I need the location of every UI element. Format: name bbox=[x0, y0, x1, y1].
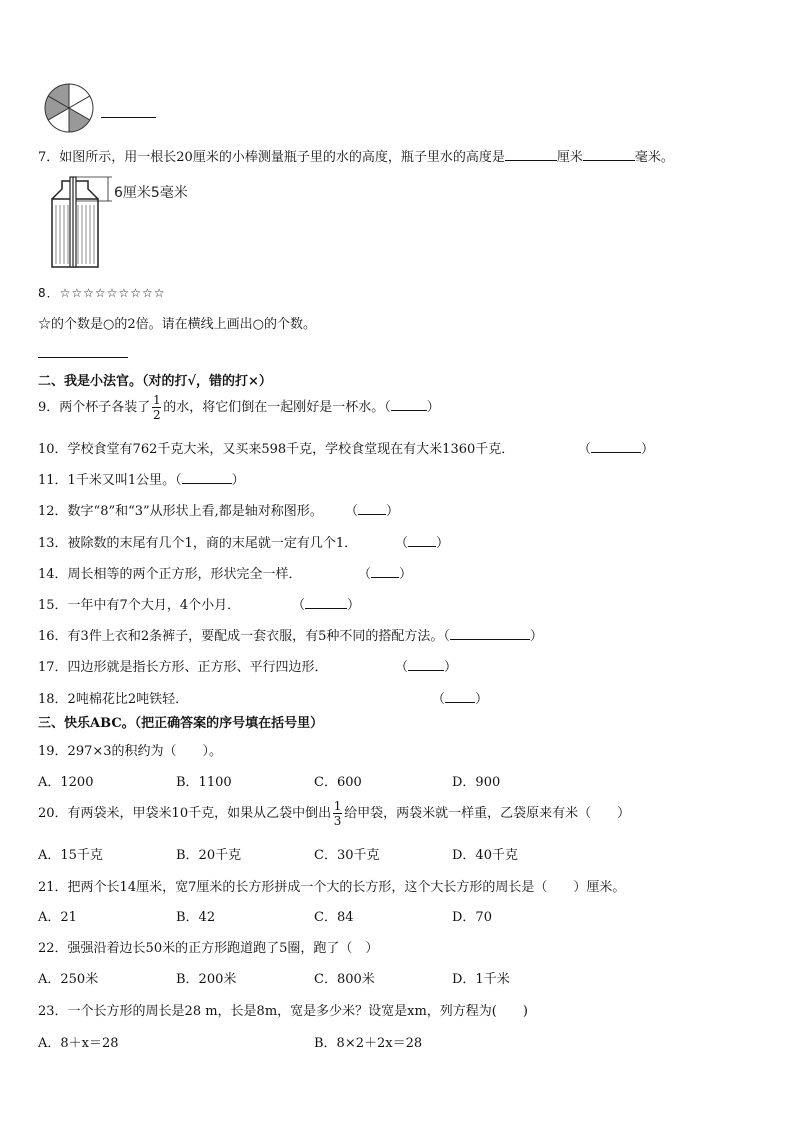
q18-answer-blank[interactable] bbox=[445, 690, 475, 703]
q7-figure-label: 6厘米5毫米 bbox=[114, 185, 188, 201]
q21-text: 21．把两个长14厘米，宽7厘米的长方形拼成一个大的长方形，这个大长方形的周长是（ ）厘米。 bbox=[38, 880, 626, 895]
q23-option-a[interactable]: A．8＋x＝28 bbox=[38, 1036, 119, 1051]
q17-answer: （ ） bbox=[395, 660, 458, 675]
q15-text: 15．一年中有7个大月，4个小月． bbox=[38, 598, 241, 613]
q22-option-b[interactable]: B．200米 bbox=[176, 972, 237, 987]
q19-option-c[interactable]: C．600 bbox=[314, 775, 362, 790]
q18-answer: （ ） bbox=[432, 692, 489, 707]
q19-option-a[interactable]: A．1200 bbox=[38, 775, 94, 790]
q22-option-d[interactable]: D．1千米 bbox=[452, 972, 510, 987]
q7-mm-blank[interactable] bbox=[583, 148, 635, 161]
q17-text: 17．四边形就是指长方形、正方形、平行四边形． bbox=[38, 660, 328, 675]
q22-option-c[interactable]: C．800米 bbox=[314, 972, 375, 987]
q19-option-d[interactable]: D．900 bbox=[452, 775, 501, 790]
q14-answer-blank[interactable] bbox=[371, 565, 399, 578]
q18-text: 18．2吨棉花比2吨铁轻． bbox=[38, 692, 189, 707]
q8-answer-line[interactable] bbox=[38, 345, 128, 358]
q7-cm-blank[interactable] bbox=[505, 148, 557, 161]
q16-answer-blank[interactable] bbox=[450, 627, 530, 640]
q20-option-b[interactable]: B．20千克 bbox=[176, 848, 242, 863]
q13-answer-blank[interactable] bbox=[408, 534, 436, 547]
q21-option-c[interactable]: C．84 bbox=[314, 910, 354, 925]
q10-answer-blank[interactable] bbox=[591, 440, 641, 453]
q14-answer: （ ） bbox=[358, 567, 413, 582]
q13-answer: （ ） bbox=[395, 536, 450, 551]
q20-option-c[interactable]: C．30千克 bbox=[314, 848, 380, 863]
q16-text: 16．有3件上衣和2条裤子，要配成一套衣服，有5种不同的搭配方法。（ ） bbox=[38, 629, 543, 644]
q20-text: 20．有两袋米，甲袋米10千克，如果从乙袋中倒出 $\frac{1}{3}$ 给甲袋，两袋米就一样重，乙袋原来有米（ ） bbox=[38, 799, 631, 828]
q8-stars: 8．☆☆☆☆☆☆☆☆☆ bbox=[38, 286, 166, 300]
q20-option-d[interactable]: D．40千克 bbox=[452, 848, 518, 863]
q11-text: 11．1千米又叫1公里。（ ） bbox=[38, 473, 245, 488]
q12-text: 12．数字“8”和“3”从形状上看,都是轴对称图形。 bbox=[38, 504, 323, 519]
q8-instruction: ☆的个数是○的2倍。请在横线上画出○的个数。 bbox=[38, 317, 316, 332]
section-3-title: 三、快乐ABC。（把正确答案的序号填在括号里） bbox=[38, 716, 324, 731]
q21-option-a[interactable]: A．21 bbox=[38, 910, 77, 925]
q12-answer: （ ） bbox=[345, 504, 400, 519]
q9-text: 9．两个杯子各装了 $\frac{1}{2}$ 的水，将它们倒在一起刚好是一杯水。（ ） bbox=[38, 393, 440, 422]
q19-text: 19．297×3的积约为（ ）。 bbox=[38, 744, 223, 759]
pie-fraction-figure bbox=[42, 82, 96, 134]
q14-text: 14．周长相等的两个正方形，形状完全一样． bbox=[38, 567, 302, 582]
q10-text: 10．学校食堂有762千克大米，又买来598千克，学校食堂现在有大米1360千克． bbox=[38, 442, 515, 457]
q12-answer-blank[interactable] bbox=[358, 502, 386, 515]
q9-answer-blank[interactable] bbox=[391, 398, 427, 411]
q21-option-d[interactable]: D．70 bbox=[452, 910, 492, 925]
section-2-title: 二、我是小法官。（对的打√，错的打×） bbox=[38, 374, 272, 389]
q11-answer-blank[interactable] bbox=[182, 471, 232, 484]
q9-fraction: $\frac{1}{2}$ bbox=[152, 393, 161, 422]
bottle-measure-figure bbox=[40, 175, 190, 270]
q13-text: 13．被除数的末尾有几个1，商的末尾就一定有几个1． bbox=[38, 536, 358, 551]
q15-answer-blank[interactable] bbox=[305, 596, 347, 609]
q21-option-b[interactable]: B．42 bbox=[176, 910, 216, 925]
q23-text: 23．一个长方形的周长是28 m，长是8m，宽是多少米？设宽是xm，列方程为( ) bbox=[38, 1004, 528, 1019]
q7-text: 7．如图所示，用一根长20厘米的小棒测量瓶子里的水的高度，瓶子里水的高度是 厘米 毫米。 bbox=[38, 150, 674, 165]
q10-answer: （ ） bbox=[578, 442, 655, 457]
q20-fraction: $\frac{1}{3}$ bbox=[333, 799, 342, 828]
q23-option-b[interactable]: B．8×2＋2x＝28 bbox=[314, 1036, 423, 1051]
q22-text: 22．强强沿着边长50米的正方形跑道跑了5圈，跑了（ ） bbox=[38, 941, 379, 956]
q15-answer: （ ） bbox=[292, 598, 361, 613]
q19-option-b[interactable]: B．1100 bbox=[176, 775, 232, 790]
q22-option-a[interactable]: A．250米 bbox=[38, 972, 99, 987]
q6-answer-blank[interactable] bbox=[101, 105, 156, 118]
q20-option-a[interactable]: A．15千克 bbox=[38, 848, 103, 863]
q17-answer-blank[interactable] bbox=[408, 658, 444, 671]
